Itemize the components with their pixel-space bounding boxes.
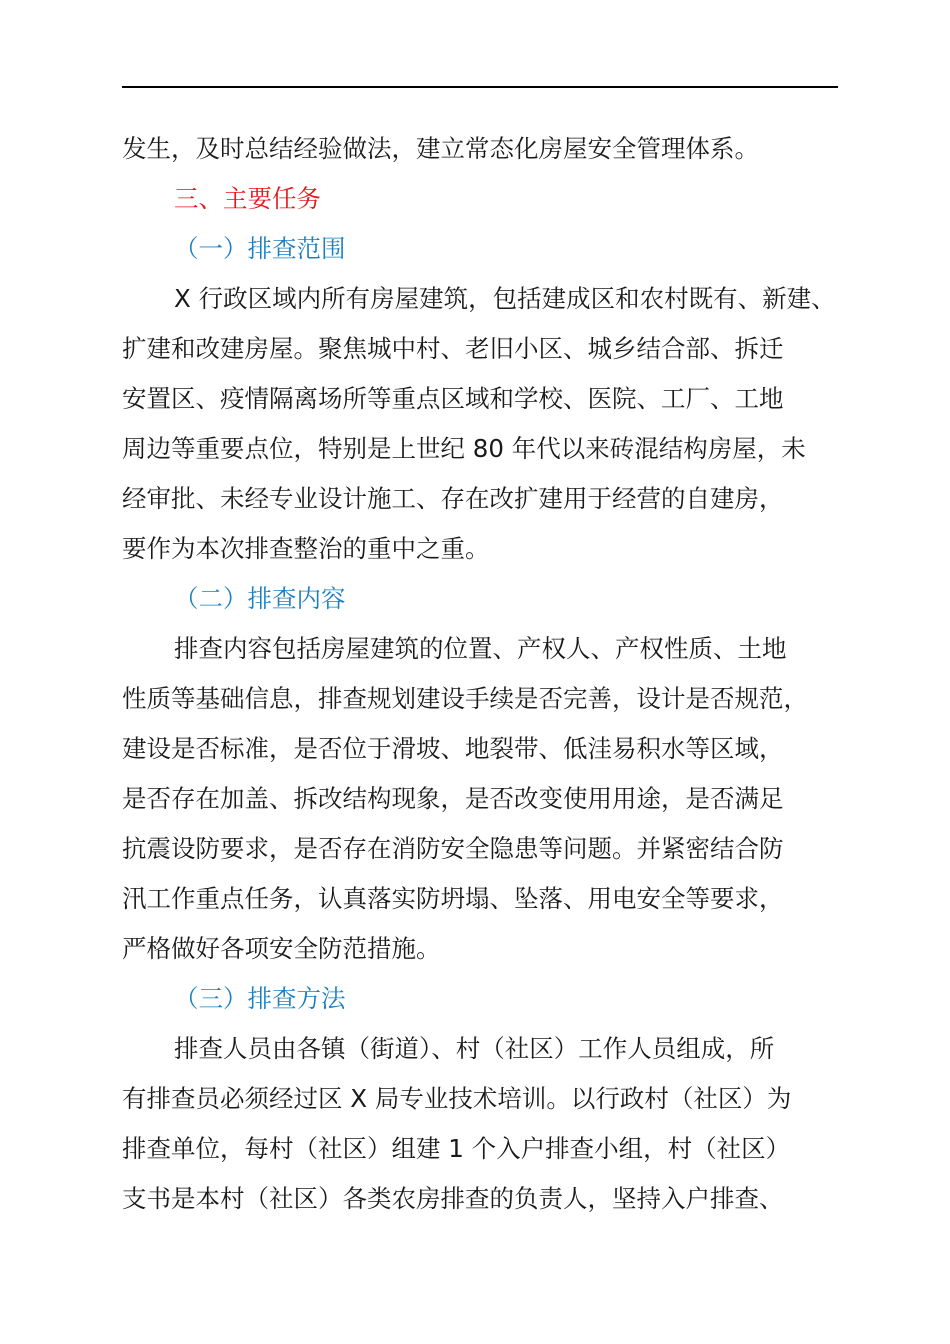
subsection-heading-scope: （一）排查范围	[174, 234, 346, 263]
paragraph-line: 严格做好各项安全防范措施。	[122, 934, 441, 963]
paragraph-line: 性质等基础信息，排查规划建设手续是否完善，设计是否规范，	[122, 684, 808, 713]
paragraph-line: 扩建和改建房屋。聚焦城中村、老旧小区、城乡结合部、拆迁	[122, 334, 784, 363]
paragraph-line: 建设是否标准，是否位于滑坡、地裂带、低洼易积水等区域，	[122, 734, 784, 763]
paragraph-line: 汛工作重点任务，认真落实防坍塌、坠落、用电安全等要求，	[122, 884, 784, 913]
document-body	[122, 124, 838, 1224]
section-heading-main-tasks: 三、主要任务	[174, 184, 321, 213]
paragraph-line: 支书是本村（社区）各类农房排查的负责人，坚持入户排查、	[122, 1184, 784, 1213]
header-rule	[122, 86, 838, 88]
subsection-heading-content: （二）排查内容	[174, 584, 346, 613]
paragraph-line: 抗震设防要求，是否存在消防安全隐患等问题。并紧密结合防	[122, 834, 784, 863]
subsection-heading-method: （三）排查方法	[174, 984, 346, 1013]
paragraph-line: X 行政区域内所有房屋建筑，包括建成区和农村既有、新建、	[174, 284, 836, 313]
paragraph-line: 安置区、疫情隔离场所等重点区域和学校、医院、工厂、工地	[122, 384, 784, 413]
paragraph-line: 有排查员必须经过区 X 局专业技术培训。以行政村（社区）为	[122, 1084, 792, 1113]
paragraph-line: 是否存在加盖、拆改结构现象，是否改变使用用途，是否满足	[122, 784, 784, 813]
paragraph-line: 排查单位，每村（社区）组建 1 个入户排查小组，村（社区）	[122, 1134, 791, 1163]
paragraph-line: 要作为本次排查整治的重中之重。	[122, 534, 490, 563]
paragraph-line: 发生，及时总结经验做法，建立常态化房屋安全管理体系。	[122, 134, 759, 163]
paragraph-line: 排查人员由各镇（街道）、村（社区）工作人员组成，所	[174, 1034, 775, 1063]
paragraph-line: 排查内容包括房屋建筑的位置、产权人、产权性质、土地	[174, 634, 787, 663]
paragraph-line: 周边等重要点位，特别是上世纪 80 年代以来砖混结构房屋，未	[122, 434, 806, 463]
paragraph-line: 经审批、未经专业设计施工、存在改扩建用于经营的自建房，	[122, 484, 784, 513]
